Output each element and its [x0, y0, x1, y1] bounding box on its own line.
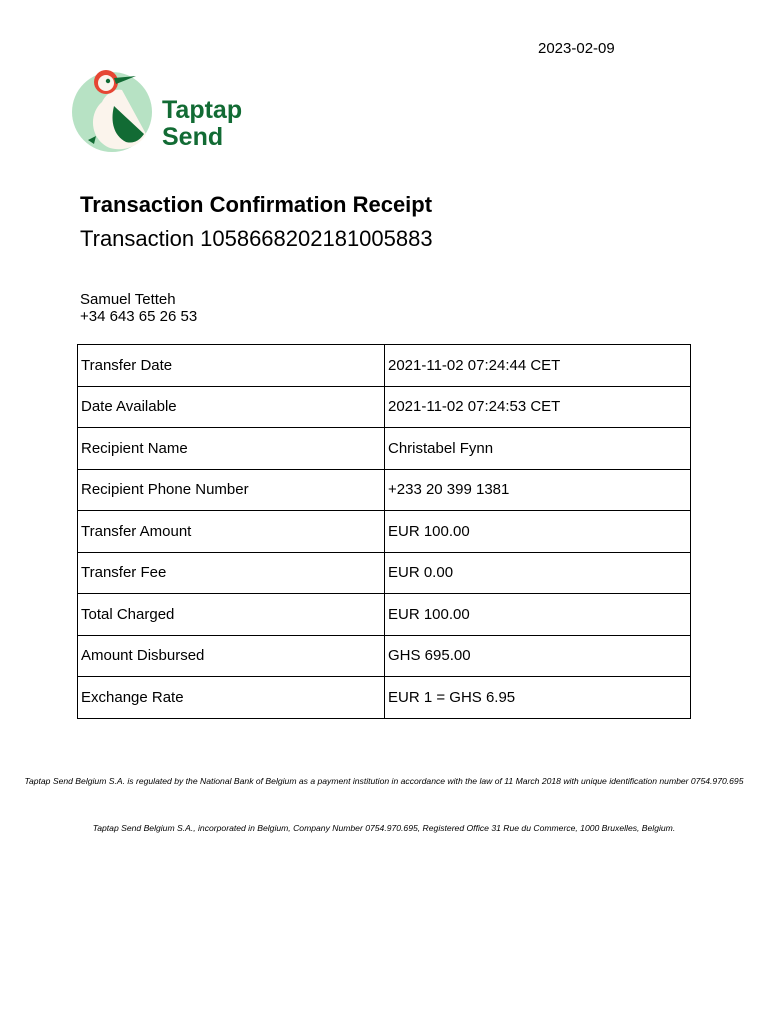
row-label: Recipient Name — [78, 428, 385, 470]
bird-logo-icon — [72, 70, 152, 152]
transaction-label: Transaction — [80, 226, 195, 251]
table-row — [78, 552, 691, 594]
transaction-details-table — [77, 344, 691, 719]
transaction-heading — [80, 226, 439, 252]
taptap-send-logo — [70, 66, 270, 156]
table-row — [78, 635, 691, 677]
table-row — [78, 511, 691, 553]
table-row — [78, 345, 691, 387]
row-label: Exchange Rate — [78, 677, 385, 719]
brand-name-line1: Taptap — [162, 96, 243, 124]
row-value: GHS 695.00 — [385, 635, 691, 677]
row-value: EUR 0.00 — [385, 552, 691, 594]
row-label: Transfer Amount — [78, 511, 385, 553]
row-value: 2021-11-02 07:24:44 CET — [385, 345, 691, 387]
receipt-title: Transaction Confirmation Receipt — [80, 192, 433, 217]
table-row — [78, 469, 691, 511]
row-label: Recipient Phone Number — [78, 469, 385, 511]
row-label: Transfer Date — [78, 345, 385, 387]
row-value: 2021-11-02 07:24:53 CET — [385, 386, 691, 428]
row-label: Amount Disbursed — [78, 635, 385, 677]
row-label: Date Available — [78, 386, 385, 428]
row-value: +233 20 399 1381 — [385, 469, 691, 511]
row-value: EUR 100.00 — [385, 511, 691, 553]
row-label: Total Charged — [78, 594, 385, 636]
table-row — [78, 428, 691, 470]
row-value: EUR 1 = GHS 6.95 — [385, 677, 691, 719]
row-label: Transfer Fee — [78, 552, 385, 594]
receipt-date: 2023-02-09 — [538, 40, 615, 57]
table-row — [78, 594, 691, 636]
transaction-number: 1058668202181005883 — [200, 226, 433, 251]
table-row — [78, 677, 691, 719]
regulation-notice: Taptap Send Belgium S.A. is regulated by the National Bank of Belgium as a payment institution in accordance with the law of 11 March 2018 with unique identification number 0754.970.695 — [24, 776, 744, 786]
brand-name-line2: Send — [162, 123, 224, 151]
registration-notice: Taptap Send Belgium S.A., incorporated in Belgium, Company Number 0754.970.695, Registered Office 31 Rue du Commerce, 1000 Bruxelles, Belgium. — [92, 823, 676, 833]
row-value: EUR 100.00 — [385, 594, 691, 636]
sender-info — [80, 291, 197, 325]
table-row — [78, 386, 691, 428]
sender-name: Samuel Tetteh — [80, 291, 176, 308]
sender-phone: +34 643 65 26 53 — [80, 308, 198, 325]
row-value: Christabel Fynn — [385, 428, 691, 470]
